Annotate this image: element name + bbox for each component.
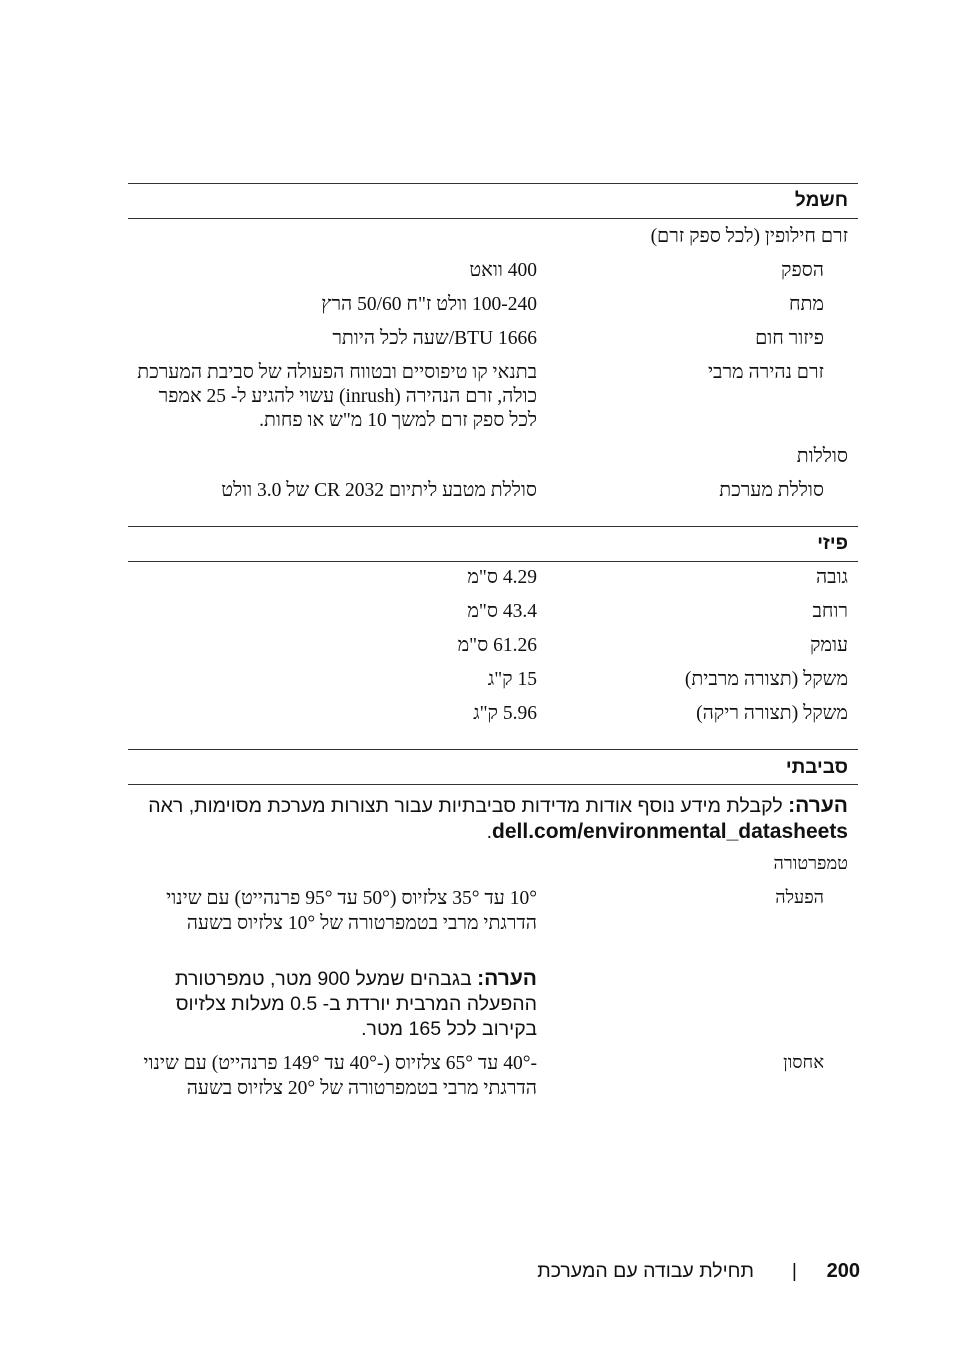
- temperature-label: טמפרטורה: [773, 853, 848, 873]
- note-label: הערה:: [788, 794, 848, 817]
- datasheets-link[interactable]: dell.com/environmental_datasheets: [492, 820, 848, 843]
- section-title-physical: פיזי: [817, 533, 848, 554]
- max-weight-label: משקל (תצורה מרבית): [684, 669, 848, 690]
- storage-label: אחסון: [783, 1052, 824, 1072]
- chapter-title: תחילת עבודה עם המערכת: [537, 1260, 754, 1282]
- section-rule-top: [128, 526, 858, 527]
- operating-label: הפעלה: [775, 887, 824, 907]
- altitude-note-label: הערה:: [477, 967, 537, 990]
- ac-power-label: זרם חילופין (לכל ספק זרם): [650, 226, 848, 247]
- max-weight-value: 15 ק"ג: [487, 669, 537, 690]
- system-battery-value: סוללת מטבע ליתיום CR 2032 של 3.0 וולט: [221, 480, 537, 501]
- section-rule-bottom: [128, 784, 858, 785]
- wattage-value: 400 וואט: [469, 260, 537, 281]
- inrush-current-label: זרם נהירה מרבי: [707, 362, 824, 383]
- note-text: לקבלת מידע נוסף אודות מדידות סביבתיות עבור תצורות מערכת מסוימות, ראה: [148, 795, 783, 817]
- height-value: 4.29 ס"מ: [467, 567, 537, 588]
- width-label: רוחב: [812, 601, 848, 622]
- section-rule-bottom: [128, 218, 858, 219]
- system-battery-label: סוללת מערכת: [719, 480, 824, 501]
- batteries-label: סוללות: [796, 446, 848, 467]
- section-rule-top: [128, 749, 858, 750]
- section-title-environmental: סביבתי: [785, 757, 848, 778]
- section-rule-top: [128, 183, 858, 184]
- note-end: .: [486, 821, 493, 843]
- page-number: 200: [826, 1260, 860, 1282]
- altitude-note-text: בגבהים שמעל 900 מטר, טמפרטורת ההפעלה המרבית יורדת ב- 0.5 מעלות צלזיוס בקירוב לכל 165 מטר.: [175, 968, 537, 1040]
- section-rule-bottom: [128, 561, 858, 562]
- voltage-value: 100-240 וולט ז"ח 50/60 הרץ: [321, 294, 537, 315]
- width-value: 43.4 ס"מ: [467, 601, 537, 622]
- heat-dissipation-label: פיזור חום: [755, 328, 824, 349]
- empty-weight-value: 5.96 ק"ג: [473, 703, 537, 724]
- heat-dissipation-value: 1666 BTU/שעה לכל היותר: [332, 328, 537, 349]
- wattage-label: הספק: [781, 260, 824, 281]
- depth-value: 61.26 ס"מ: [457, 635, 537, 656]
- footer-separator: |: [791, 1260, 797, 1282]
- voltage-label: מתח: [789, 294, 824, 315]
- section-title-power: חשמל: [794, 190, 848, 211]
- storage-value: -40° עד 65° צלזיוס (-40° עד 149° פרנהייט) עם שינוי הדרגתי מרבי בטמפרטורה של 20° צלזיוס בשעה: [143, 1053, 537, 1099]
- inrush-current-value: בתנאי קו טיפוסיים ובטווח הפעולה של סביבת המערכת כולה, זרם הנהירה (inrush) עשוי להגיע ל- 25 אמפר לכל ספק זרם למשך 10 מ"ש או פחות.: [137, 362, 537, 431]
- altitude-note: [157, 966, 537, 1042]
- environmental-note: [128, 793, 848, 845]
- empty-weight-label: משקל (תצורה ריקה): [696, 703, 848, 724]
- operating-value: 10° עד 35° צלזיוס (50° עד 95° פרנהייט) עם שינוי הדרגתי מרבי בטמפרטורה של 10° צלזיוס בשעה: [166, 888, 537, 934]
- height-label: גובה: [815, 567, 848, 588]
- depth-label: עומק: [809, 635, 848, 656]
